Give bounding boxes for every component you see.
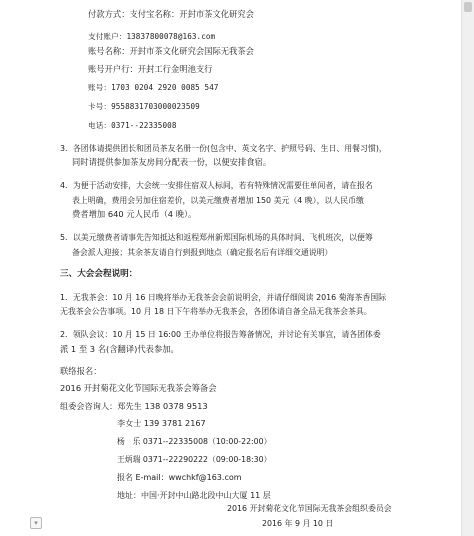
doc-line: 2016 开封菊花文化节国际无我茶会筹备会 — [60, 383, 217, 393]
doc-line: 电话：0371--22335008 — [88, 121, 177, 130]
doc-line: 4．为便于活动安排，大会统一安排住宿双人标间，若有特殊情况需要住单间者，请在报名 — [60, 181, 373, 190]
doc-line: 表上明确，费用会另加住宿差价，以美元缴费者增加 150 美元（4 晚），以人民币缴 — [72, 196, 364, 205]
doc-line: 联络报名： — [60, 366, 102, 376]
doc-line: 账号：1703 0204 2920 0085 547 — [88, 83, 219, 92]
doc-line: 李女士 139 3781 2167 — [117, 418, 206, 428]
doc-line: 王炳瑞 0371--22290222（09:00-18:30） — [117, 455, 272, 464]
doc-line: 付款方式：支付宝名称：开封市茶文化研究会 — [88, 9, 254, 19]
doc-line: 账号名称：开封市茶文化研究会国际无我茶会 — [88, 46, 254, 56]
scrollbar-thumb[interactable] — [464, 2, 472, 12]
doc-line: 派 1 至 3 名(含翻译)代表参加。 — [60, 344, 179, 354]
doc-line: 杨 乐 0371--22335008（10:00-22:00） — [117, 437, 272, 446]
doc-line: 卡号：9558831703000023509 — [88, 102, 200, 111]
doc-line: 1．无我茶会：10 月 16 日晚将举办无我茶会会前说明会，并请仔细阅读 2016 菊海茶香国际 — [60, 293, 387, 302]
doc-line: 支付账户：13837800078@163.com — [88, 32, 216, 41]
doc-line: 账号开户行：开封工行金明池支行 — [88, 64, 213, 74]
doc-date: 2016 年 9 月 10 日 — [262, 519, 334, 528]
doc-line: 无我茶会公告事项。10 月 18 日下午将举办无我茶会，各团体请自备全品无我茶会茶具。 — [60, 307, 372, 316]
doc-line: 报名 E-mail：wwchkf@163.com — [117, 473, 242, 482]
doc-line: 同时请提供参加茶友房间分配表一份，以便安排食宿。 — [72, 157, 272, 167]
paste-options-icon[interactable]: ▾ — [30, 517, 42, 529]
doc-line: 2．领队会议：10 月 15 日 16:00 王办单位将报告筹备情况，并讨论有关事宜，请各团体委 — [60, 330, 381, 339]
doc-signature-org: 2016 开封菊花文化节国际无我茶会组织委员会 — [227, 504, 392, 513]
section-heading: 三、大会会程说明： — [60, 269, 138, 279]
doc-line: 备会派人迎接；其余茶友请自行到报到地点（确定报名后有详细交通说明） — [72, 248, 333, 257]
vertical-scrollbar[interactable] — [461, 0, 474, 536]
doc-line: 地址：中国·开封中山路北段中山大厦 11 层 — [117, 491, 271, 500]
doc-line: 3．各团体请提供团长和团员茶友名册一份(包含中、英文名字、护照号码、生日、用餐习惯)， — [60, 144, 387, 153]
doc-line: 5．以美元缴费者请事先告知抵达和返程郑州新郑国际机场的具体时间、飞机班次，以便筹 — [60, 233, 373, 242]
doc-line: 组委会咨询人：郑先生 138 0378 9513 — [60, 401, 208, 411]
doc-line: 费者增加 640 元人民币（4 晚）。 — [72, 209, 197, 219]
